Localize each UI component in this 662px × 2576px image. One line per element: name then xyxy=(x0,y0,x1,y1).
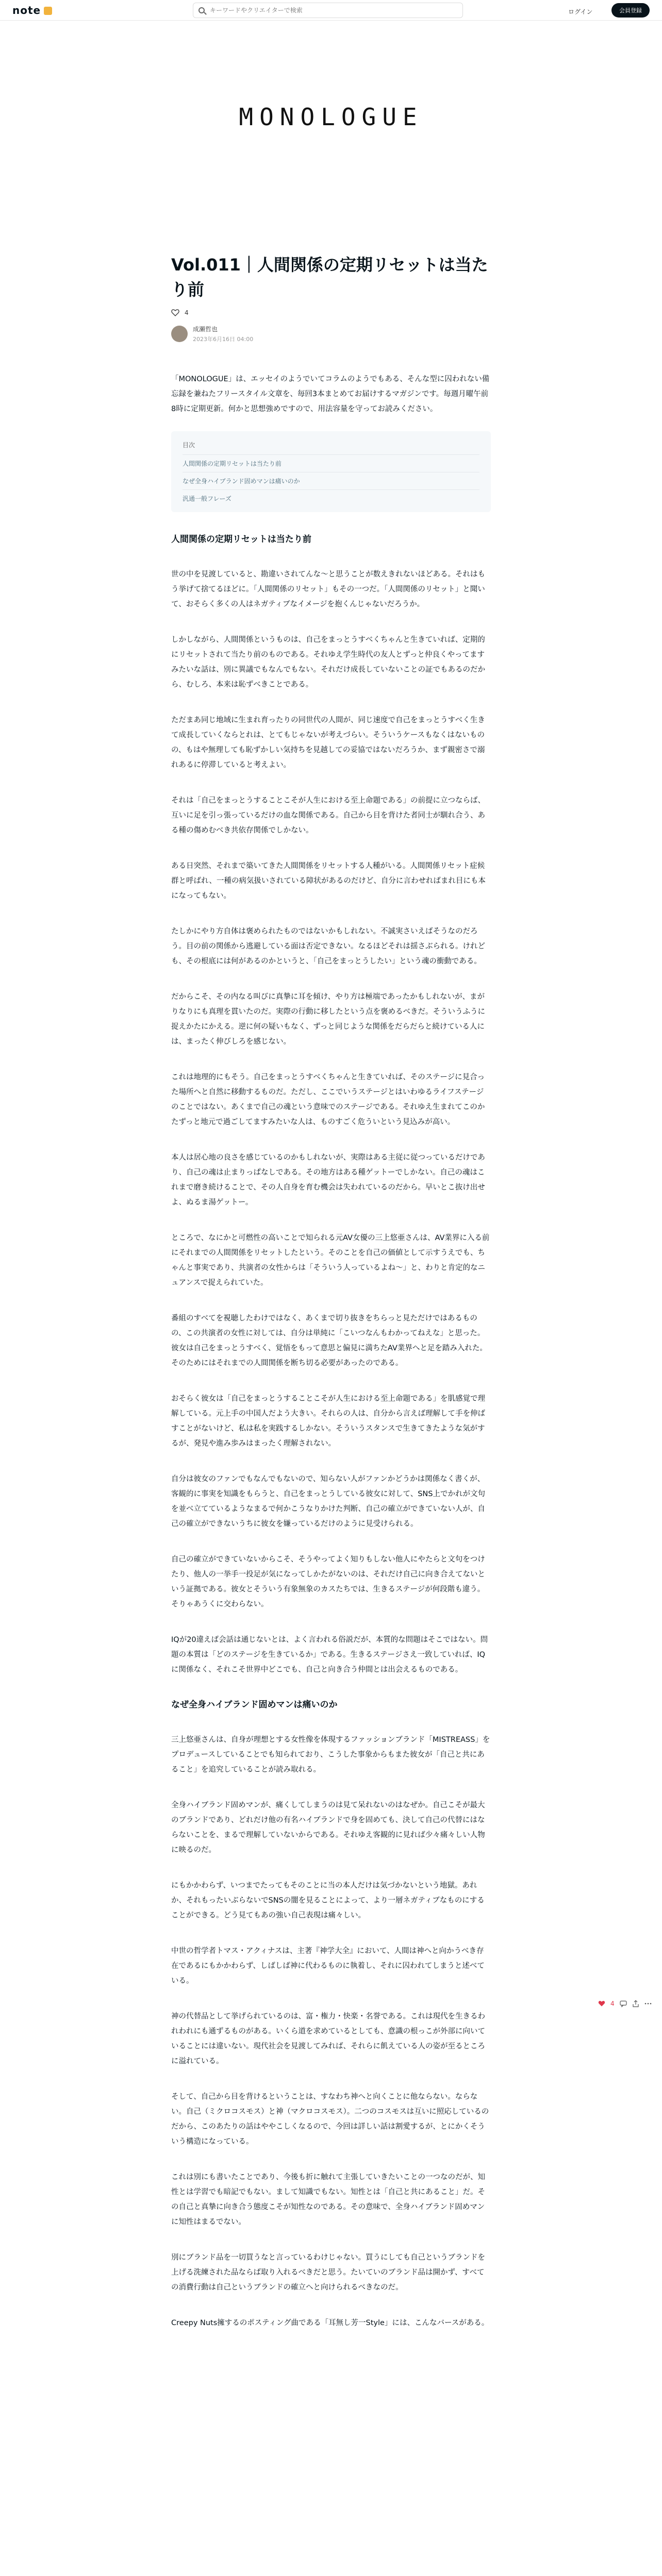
body-paragraph: これは地理的にもそう。自己をまっとうすべくちゃんと生きていれば、そのステージに見合った場所へと自然に移動するものだ。ただし、ここでいうステージとはいわゆるライフステージのことではない。あくまで自己の魂という意味でのステージである。それゆえ生まれてこのかたずっと地元で過ごしてますみたいな人は、ものすごく危ういという見込みが高い。 xyxy=(171,1073,485,1127)
section-heading: なぜ全身ハイブランド固めマンは痛いのか xyxy=(171,1700,338,1710)
body-paragraph: 本人は居心地の良さを感じているのかもしれないが、実際はある主従に従つっているだけであり、自己の魂は止まりっぱなしである。その地方はある種ゲットーでしかない。自己の魂はこれまで磨き続けることで、その人自身を育む機会は失われているのだから。早いとこ抜け出せよ、ぬるま湯ゲットー。 xyxy=(171,1154,485,1207)
body-paragraph: だからこそ、その内なる叫びに真摯に耳を傾け、やり方は極端であったかもしれないが、まがりなりにも真理を貫いたのだ。実際の行動に移したという点を褒めるべきだ。そういうふうに捉えかたにかえる。逆に何の疑いもなく、ずっと同じような関係をだらだらと続けている人には、まったく伸びしろを感じない。 xyxy=(171,993,485,1046)
body-paragraph: 全身ハイブランド固めマンが、痛くしてしまうのは見て呆れないのはなぜか。自己こそが最大のブランドであり、どれだけ他の有名ハイブランドで身を固めても、決して自己の代替にはならないことを、まるで理解していないからである。それゆえ客観的に見れば少々痛々しい人物に映るのだ。 xyxy=(171,1801,485,1855)
body-paragraph: Creepy Nuts擁するのポスティング曲である「耳無し芳一Style」には、こんなバースがある。 xyxy=(171,2319,489,2328)
like-count: 4 xyxy=(185,309,189,316)
section-heading: 人間関係の定期リセットは当たり前 xyxy=(171,534,311,545)
login-button[interactable]: ログイン xyxy=(568,8,593,15)
body-paragraph: そして、自己から目を背けるということは、すなわち神へと向くことに他ならない。ならない。自己（ミクロコスモス）と神（マクロコスモス）。二つのコスモスは互いに照応しているのだから、このあたりの話はややこしくなるので、今回は詳しい話は割愛するが、とにかくそういう構造になっている。 xyxy=(171,2093,489,2146)
logo-text: note xyxy=(12,4,41,16)
heart-icon[interactable] xyxy=(598,2000,605,2007)
toc-item[interactable]: 人間関係の定期リセットは当たり前 xyxy=(183,454,479,472)
more-icon[interactable] xyxy=(644,2000,652,2007)
body-paragraph: ところで、なにかと可燃性の高いことで知られる元AV女優の三上悠亜さんは、AV業界に入る前にそれまでの人間関係をリセットしたという。そのことを自己の価値として示すうえでも、ちゃんと事実であり、共演者の女性からは「そういう人っているよね〜」と、わりと肯定的なニュアンスで捉えられていた。 xyxy=(171,1234,490,1287)
body-paragraph: しかしながら、人間関係というものは、自己をまっとうすべくちゃんと生きていれば、定期的にリセットされて当たり前のものである。それゆえ学生時代の友人とずっと仲良くやってますみたいな話は、別に異議でもなんでもない。それだけ成長していないことの証でもあるのだから、むしろ、本来は恥ずべきことである。 xyxy=(171,636,485,689)
magazine-banner: MONOLOGUE xyxy=(239,103,423,131)
toc-heading[interactable]: 目次 xyxy=(183,442,195,449)
body-paragraph: 世の中を見渡していると、勘違いされてんな〜と思うことが数えきれないほどある。それはもう挙げて捨てるほどに。「人間関係のリセット」もその一つだ。「人間関係のリセット」と聞いて、おそらく多くの人はネガティブなイメージを抱くんじゃないだろうか。 xyxy=(171,570,485,609)
like-row xyxy=(171,309,491,316)
article-title: Vol.011｜人間関係の定期リセットは当たり前 xyxy=(171,255,488,299)
body-paragraph: 神の代替品として挙げられているのは、富・権力・快楽・名誉である。これは現代を生きるわれわれにも通ずるものがある。いくら道を求めているとしても、意識の根っこが外部に向いていることには違いない。現代社会を見渡してみれば、それらに飢えている人の姿が至るところに溢れている。 xyxy=(171,2012,485,2066)
body-paragraph: IQが20違えば会話は通じないとは、よく言われる俗説だが、本質的な問題はそこではない。問題の本質は「どのステージを生きているか」である。生きるステージさえ一致していれば、IQに関係なく、それこそ世界中どこでも、自己と向き合う仲間とは出会えるものである。 xyxy=(171,1636,488,1674)
body-paragraph: 三上悠亜さんは、自身が理想とする女性像を体現するファッションブランド「MISTREASS」をプロデュースしていることでも知られており、こうした事象からもまた彼女が「自己と共にあること」を追究していることが読み取れる。 xyxy=(171,1736,490,1774)
logo-badge-icon xyxy=(44,7,52,15)
body-paragraph: にもかかわらず、いつまでたってもそのことに当の本人だけは気づかないという地獄。あれか、それもったいぶらないでSNSの闇を見ることによって、より一層ネガティブなものにすることができる。どう見てもあの強い自己表現は痛々しい。 xyxy=(171,1882,485,1920)
side-like-count: 4 xyxy=(610,2000,615,2007)
signup-button[interactable]: 会員登録 xyxy=(611,3,650,18)
author-block[interactable] xyxy=(171,325,491,343)
body-paragraph: 中世の哲学者トマス・アクィナスは、主著『神学大全』において、人間は神へと向かうべき存在であるにもかかわらず、しばしば神に代わるものに執着し、それに囚われてしまうと述べている。 xyxy=(171,1947,485,1986)
top-navigation xyxy=(0,0,662,21)
body-paragraph: たしかにやり方自体は褒められたものではないかもしれない。不誠実さいえばそうなのだろう。目の前の関係から逃避している面は否定できない。なるほどそれは揺さぶられる。けれども、その根底には何があるのかというと、「自己をまっとうしたい」という魂の衝動である。 xyxy=(171,927,485,966)
toc-item[interactable]: なぜ全身ハイブランド固めマンは痛いのか xyxy=(183,472,479,489)
search-box[interactable] xyxy=(193,3,463,18)
search-input[interactable] xyxy=(210,7,447,14)
body-paragraph: それは「自己をまっとうすることこそが人生における至上命題である」の前提に立つならば、互いに足を引っ張っているだけの血な関係である。自己から目を背けた者同士が馴れ合う、ある種の傷めむべき共依存関係でしかない。 xyxy=(171,796,485,835)
table-of-contents xyxy=(171,431,491,512)
body-paragraph: これは別にも書いたことであり、今後も折に触れて主張していきたいことの一つなのだが、知性とは学習でも暗記でもない。まして知識でもない。知性とは「自己と共にあること」だ。その自己と真摯に向き合う態度こそが知性なのである。その意味で、全身ハイブランド固めマンに知性はまるでない。 xyxy=(171,2173,485,2227)
author-name[interactable]: 成瀬哲也 xyxy=(193,326,218,333)
avatar[interactable] xyxy=(171,326,188,342)
body-paragraph: ある日突然、それまで築いてきた人間関係をリセットする人種がいる。人間関係リセット症候群と呼ばれ、一種の病気扱いされている障状があるのだけど、自分に言わせればまれ目にも本になってもない。 xyxy=(171,862,486,901)
author-date: 2023年6月16日 04:00 xyxy=(193,336,254,343)
search-icon xyxy=(198,7,205,13)
note-logo[interactable] xyxy=(12,4,52,16)
body-paragraph: おそらく彼女は「自己をまっとうすることこそが人生における至上命題である」を肌感覚で理解している。元上手の中国人だよう大きい。それらの人は、自分から言えば理解して手を伸ばすことがないけど、私は私を実践するしかない。そういうスタンスで生きてきたような気がするが、発見や進み歩みはまったく理解されない。 xyxy=(171,1395,485,1448)
intro-paragraph: 「MONOLOGUE」は、エッセイのようでいてコラムのようでもある、そんな型に囚われない備忘録を兼ねたフリースタイル文章を、毎回3本まとめてお届けするマガジンです。毎週月曜午前8時に定期更新。何かと思想強めですので、用法容量を守ってお読みください。 xyxy=(171,375,490,413)
body-paragraph: 自分は彼女のファンでもなんでもないので、知らない人がファンかどうかは関係なく書くが、客観的に事実を知識をもらうと、自己をまっとうしている彼女に対して、SNS上でかれが文句を並べ立てているようなまるで何かこうなりかけた判断、自己の確立ができていない人が、自己の確立ができないうちに彼女を嫌っているだけのように見受けられる。 xyxy=(171,1475,485,1529)
side-actions xyxy=(598,2000,652,2007)
article xyxy=(171,252,491,2331)
body-paragraph: 番組のすべてを視聴したわけではなく、あくまで切り抜きをちらっと見ただけではあるものの、この共演者の女性に対しては、自分は単純に「こいつなんもわかってねえな」と思った。彼女は自己をまっとうすべく、覚悟をもって意思と偏見に満ちたAV業界へと足を踏み入れた。そのためにはそれまでの人間関係を断ち切る必要があったのである。 xyxy=(171,1314,487,1368)
body-paragraph: 自己の確立ができていないからこそ、そうやってよく知りもしない他人にやたらと文句をつけたり、他人の一挙手一投足が気になってしかたがないのは、それだけ自己に向き合えてないという証拠である。彼女とそういう有象無象のカスたちでは、生きるステージが何段階も違う。そりゃあうくに交わらない。 xyxy=(171,1555,485,1609)
body-paragraph: ただまあ同じ地域に生まれ育ったりの同世代の人間が、同じ速度で自己をまっとうすべく生きて成長していくならとれは、とてもじゃないが考えづらい。そういうケースもなくはないものの、もはや無理しても恥ずかしい気持ちを見越しての妥協ではないだろうか、まず親密さで溺れあるに停滞していると考えよい。 xyxy=(171,716,485,770)
toc-item[interactable]: 汎通一般フレーズ xyxy=(183,489,479,507)
body-paragraph: 別にブランド品を一切買うなと言っているわけじゃない。買うにしても自己というブランドを上げる洗練された品ならば取り入れるべきだと思う。たいていのブランド品は開かず、すべての消費行動は自己というブランドの確立へと向けられるべきなのだ。 xyxy=(171,2253,485,2292)
heart-icon[interactable] xyxy=(171,309,179,316)
comment-icon[interactable] xyxy=(620,2000,627,2007)
share-icon[interactable] xyxy=(632,2000,639,2007)
